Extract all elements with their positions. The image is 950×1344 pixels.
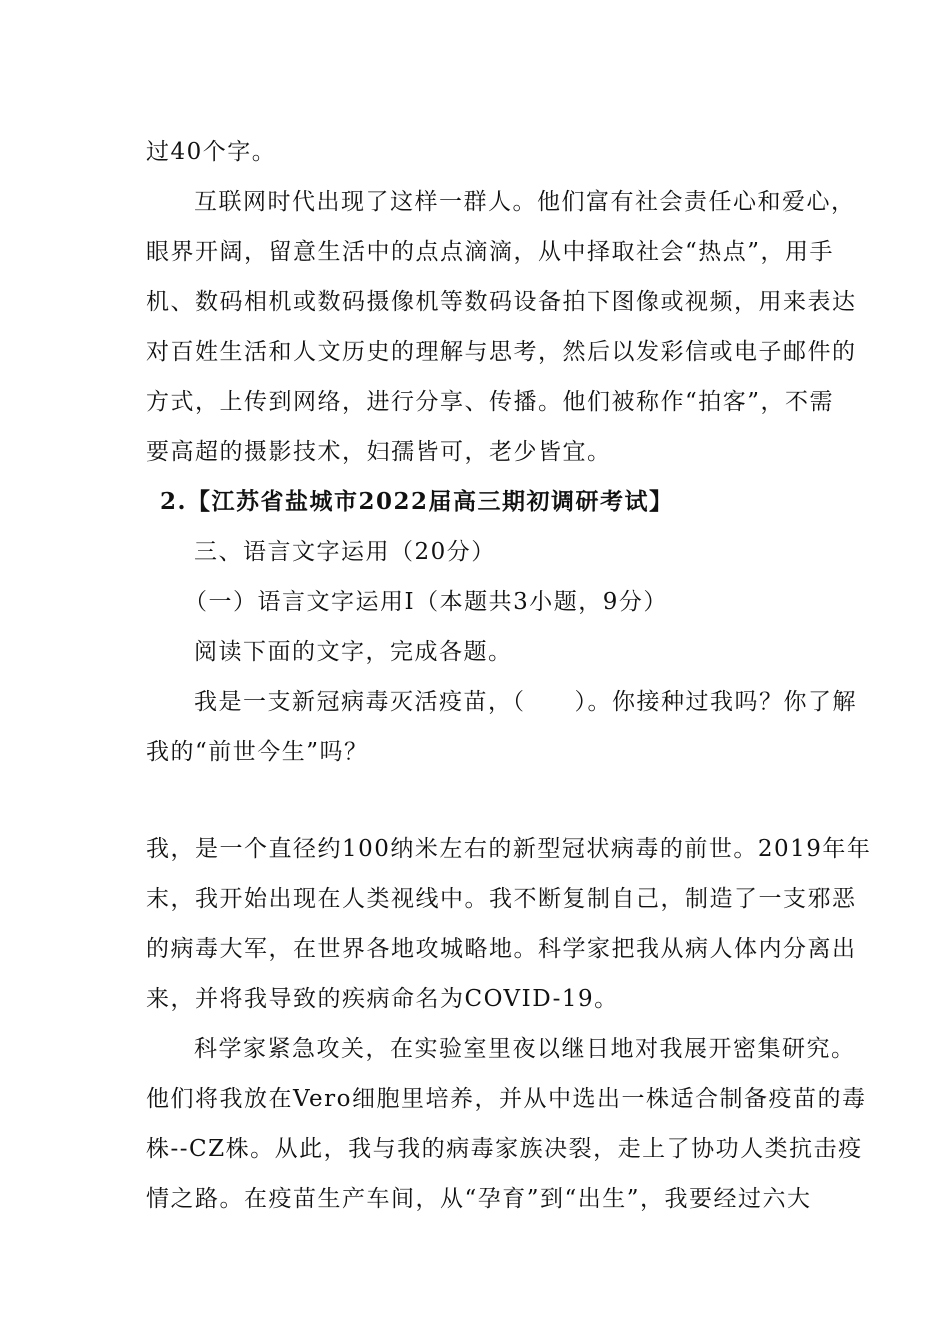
paragraph-line: 情之路。在疫苗生产车间，从“孕育”到“出生”，我要经过六大 (146, 1186, 812, 1212)
paragraph-line: 眼界开阔，留意生活中的点点滴滴，从中择取社会“热点”，用手 (146, 239, 835, 265)
paragraph-line: 过40个字。 (146, 139, 277, 165)
section-heading: 三、语言文字运用（20分） (194, 539, 496, 565)
paragraph-line: 我是一支新冠病毒灭活疫苗，（ ）。你接种过我吗？你了解 (194, 689, 857, 715)
paragraph-line: 来，并将我导致的疾病命名为COVID-19。 (146, 986, 619, 1012)
subsection-heading: （一）语言文字运用Ⅰ（本题共3小题，9分） (184, 589, 668, 615)
paragraph-line: 我的“前世今生”吗？ (146, 739, 369, 765)
paragraph-line: 互联网时代出现了这样一群人。他们富有社会责任心和爱心， (194, 189, 856, 215)
paragraph-line: 机、数码相机或数码摄像机等数码设备拍下图像或视频，用来表达 (146, 289, 857, 315)
paragraph-line: 他们将我放在Vero细胞里培养，并从中选出一株适合制备疫苗的毒 (146, 1086, 867, 1112)
instruction-text: 阅读下面的文字，完成各题。 (194, 639, 513, 665)
paragraph-line: 株--CZ株。从此，我与我的病毒家族决裂，走上了协功人类抗击疫 (146, 1136, 863, 1162)
paragraph-line: 要高超的摄影技术，妇孺皆可，老少皆宜。 (146, 439, 612, 465)
paragraph-line: 科学家紧急攻关，在实验室里夜以继日地对我展开密集研究。 (194, 1036, 856, 1062)
paragraph-line: 的病毒大军，在世界各地攻城略地。科学家把我从病人体内分离出 (146, 936, 857, 962)
question-heading: 2.【江苏省盐城市2022届高三期初调研考试】 (160, 488, 674, 515)
paragraph-line: 末，我开始出现在人类视线中。我不断复制自己，制造了一支邪恶 (146, 886, 857, 912)
paragraph-line: 方式，上传到网络，进行分享、传播。他们被称作“拍客”，不需 (146, 389, 835, 415)
paragraph-line: 对百姓生活和人文历史的理解与思考，然后以发彩信或电子邮件的 (146, 339, 857, 365)
paragraph-line: 我，是一个直径约100纳米左右的新型冠状病毒的前世。2019年年 (146, 836, 872, 862)
